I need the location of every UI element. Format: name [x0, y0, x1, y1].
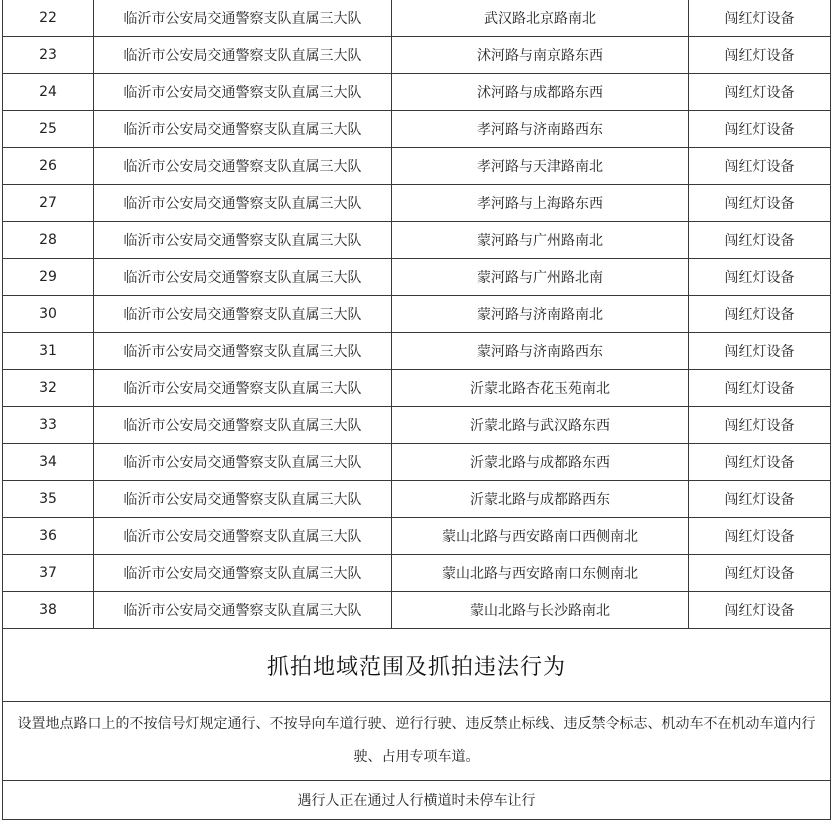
table-row	[3, 37, 831, 74]
device-type: 闯红灯设备	[689, 592, 831, 629]
row-number: 28	[3, 222, 94, 259]
installation-location: 蒙河路与广州路北南	[392, 259, 689, 296]
device-type: 闯红灯设备	[689, 444, 831, 481]
device-type: 闯红灯设备	[689, 0, 831, 37]
device-table	[2, 0, 831, 820]
installation-location: 孝河路与上海路东西	[392, 185, 689, 222]
unit-name: 临沂市公安局交通警察支队直属三大队	[94, 111, 392, 148]
table-row	[3, 481, 831, 518]
row-number: 37	[3, 555, 94, 592]
unit-name: 临沂市公安局交通警察支队直属三大队	[94, 222, 392, 259]
pedestrian-note: 遇行人正在通过人行横道时未停车让行	[3, 781, 831, 820]
installation-location: 蒙河路与济南路西东	[392, 333, 689, 370]
row-number: 30	[3, 296, 94, 333]
installation-location: 蒙山北路与西安路南口东侧南北	[392, 555, 689, 592]
table-row	[3, 444, 831, 481]
unit-name: 临沂市公安局交通警察支队直属三大队	[94, 37, 392, 74]
unit-name: 临沂市公安局交通警察支队直属三大队	[94, 592, 392, 629]
device-type: 闯红灯设备	[689, 111, 831, 148]
table-row	[3, 259, 831, 296]
installation-location: 蒙河路与济南路南北	[392, 296, 689, 333]
installation-location: 沭河路与成都路东西	[392, 74, 689, 111]
unit-name: 临沂市公安局交通警察支队直属三大队	[94, 444, 392, 481]
device-type: 闯红灯设备	[689, 296, 831, 333]
unit-name: 临沂市公安局交通警察支队直属三大队	[94, 333, 392, 370]
installation-location: 孝河路与天津路南北	[392, 148, 689, 185]
row-number: 35	[3, 481, 94, 518]
installation-location: 蒙河路与广州路南北	[392, 222, 689, 259]
violations-row	[3, 702, 831, 781]
row-number: 34	[3, 444, 94, 481]
device-type: 闯红灯设备	[689, 259, 831, 296]
unit-name: 临沂市公安局交通警察支队直属三大队	[94, 555, 392, 592]
device-type: 闯红灯设备	[689, 555, 831, 592]
device-type: 闯红灯设备	[689, 333, 831, 370]
device-table-body	[3, 0, 831, 820]
row-number: 26	[3, 148, 94, 185]
table-row	[3, 0, 831, 37]
table-row	[3, 518, 831, 555]
installation-location: 蒙山北路与西安路南口西侧南北	[392, 518, 689, 555]
unit-name: 临沂市公安局交通警察支队直属三大队	[94, 0, 392, 37]
device-type: 闯红灯设备	[689, 74, 831, 111]
device-type: 闯红灯设备	[689, 148, 831, 185]
device-type: 闯红灯设备	[689, 481, 831, 518]
table-row	[3, 148, 831, 185]
installation-location: 沂蒙北路与武汉路东西	[392, 407, 689, 444]
section-heading-row	[3, 629, 831, 702]
device-type: 闯红灯设备	[689, 370, 831, 407]
table-row	[3, 407, 831, 444]
installation-location: 孝河路与济南路西东	[392, 111, 689, 148]
violations-description: 设置地点路口上的不按信号灯规定通行、不按导向车道行驶、逆行行驶、违反禁止标线、违反禁令标志、机动车不在机动车道内行驶、占用专项车道。	[3, 702, 831, 781]
table-row	[3, 370, 831, 407]
table-row	[3, 592, 831, 629]
unit-name: 临沂市公安局交通警察支队直属三大队	[94, 148, 392, 185]
unit-name: 临沂市公安局交通警察支队直属三大队	[94, 370, 392, 407]
device-type: 闯红灯设备	[689, 185, 831, 222]
table-row	[3, 296, 831, 333]
unit-name: 临沂市公安局交通警察支队直属三大队	[94, 296, 392, 333]
unit-name: 临沂市公安局交通警察支队直属三大队	[94, 518, 392, 555]
device-type: 闯红灯设备	[689, 407, 831, 444]
installation-location: 沂蒙北路杏花玉苑南北	[392, 370, 689, 407]
row-number: 31	[3, 333, 94, 370]
table-row	[3, 74, 831, 111]
device-type: 闯红灯设备	[689, 222, 831, 259]
installation-location: 武汉路北京路南北	[392, 0, 689, 37]
installation-location: 沂蒙北路与成都路西东	[392, 481, 689, 518]
device-type: 闯红灯设备	[689, 518, 831, 555]
section-heading: 抓拍地域范围及抓拍违法行为	[3, 629, 831, 702]
unit-name: 临沂市公安局交通警察支队直属三大队	[94, 259, 392, 296]
installation-location: 沂蒙北路与成都路东西	[392, 444, 689, 481]
row-number: 25	[3, 111, 94, 148]
table-row	[3, 111, 831, 148]
table-row	[3, 555, 831, 592]
row-number: 22	[3, 0, 94, 37]
unit-name: 临沂市公安局交通警察支队直属三大队	[94, 481, 392, 518]
row-number: 24	[3, 74, 94, 111]
row-number: 33	[3, 407, 94, 444]
row-number: 27	[3, 185, 94, 222]
row-number: 38	[3, 592, 94, 629]
installation-location: 沭河路与南京路东西	[392, 37, 689, 74]
row-number: 36	[3, 518, 94, 555]
row-number: 29	[3, 259, 94, 296]
row-number: 32	[3, 370, 94, 407]
row-number: 23	[3, 37, 94, 74]
installation-location: 蒙山北路与长沙路南北	[392, 592, 689, 629]
unit-name: 临沂市公安局交通警察支队直属三大队	[94, 74, 392, 111]
table-row	[3, 185, 831, 222]
device-type: 闯红灯设备	[689, 37, 831, 74]
pedestrian-note-row	[3, 781, 831, 820]
table-row	[3, 222, 831, 259]
table-row	[3, 333, 831, 370]
unit-name: 临沂市公安局交通警察支队直属三大队	[94, 185, 392, 222]
unit-name: 临沂市公安局交通警察支队直属三大队	[94, 407, 392, 444]
